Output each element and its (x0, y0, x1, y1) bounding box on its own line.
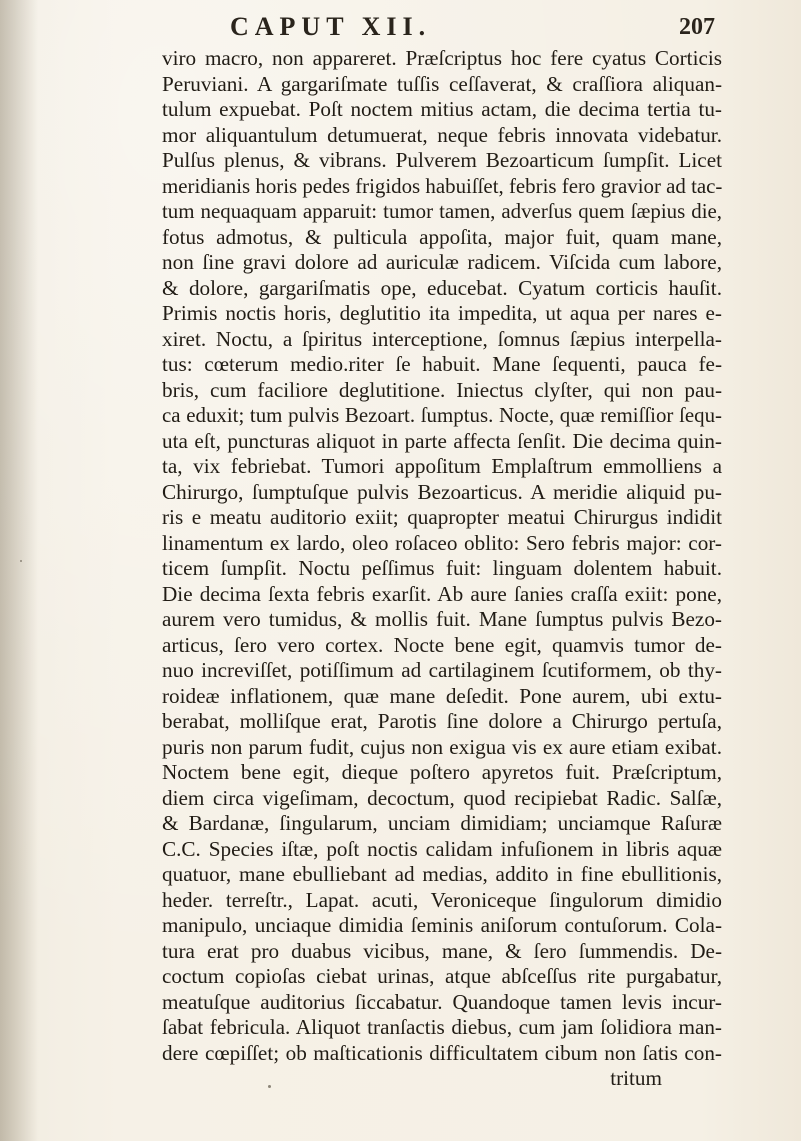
text-line: Chirurgo, ſumptuſque pulvis Bezoarticus. A meridie aliquid pu- (162, 479, 722, 504)
text-line: non ſine gravi dolore ad auriculæ radicem. Viſcida cum labore, (162, 250, 722, 274)
text-line: meridianis horis pedes frigidos habuiſſet, febris fero gravior ad tac- (162, 173, 722, 198)
text-line: mor aliquantulum detumuerat, neque febris innovata videbatur. (162, 122, 722, 147)
text-line: uta eſt, puncturas aliquot in parte affecta ſenſit. Die decima quin- (162, 428, 722, 453)
text-line: heder. terreſtr., Lapat. acuti, Veroniceque ſingulorum dimidio (162, 887, 722, 912)
text-line: berabat, molliſque erat, Parotis ſine dolore a Chirurgo pertuſa, (162, 709, 722, 733)
text-line: xiret. Noctu, a ſpiritus interceptione, ſomnus ſæpius interpella- (162, 326, 722, 351)
paper-speck (20, 560, 22, 562)
text-line: & dolore, gargariſmatis ope, educebat. Cyatum corticis hauſit. (162, 275, 722, 300)
text-line: ta, vix febriebat. Tumori appoſitum Emplaſtrum emmolliens a (162, 454, 722, 478)
text-line: fotus admotus, & pulticula appoſita, major fuit, quam mane, (162, 224, 722, 249)
text-line: C.C. Species iſtæ, poſt noctis calidam infuſionem in libris aquæ (162, 836, 722, 861)
text-line: tura erat pro duabus vicibus, mane, & ſero ſummendis. De- (162, 938, 722, 963)
body-text (162, 46, 722, 1092)
text-line: viro macro, non appareret. Præſcriptus hoc fere cyatus Corticis (162, 46, 722, 70)
text-line: & Bardanæ, ſingularum, unciam dimidiam; unciamque Raſuræ (162, 811, 722, 835)
text-line: ca eduxit; tum pulvis Bezoart. ſumptus. Nocte, quæ remiſſior ſequ- (162, 403, 722, 427)
text-line: articus, ſero vero cortex. Nocte bene egit, quamvis tumor de- (162, 632, 722, 657)
text-line: Primis noctis horis, deglutitio ita impedita, ut aqua per nares e- (162, 301, 722, 325)
text-line: Pulſus plenus, & vibrans. Pulverem Bezoarticum ſumpſit. Licet (162, 148, 722, 172)
text-line: aurem vero tumidus, & mollis fuit. Mane ſumptus pulvis Bezo- (162, 607, 722, 631)
text-line: dere cœpiſſet; ob maſticationis difficultatem cibum non ſatis con- (162, 1040, 722, 1065)
text-line: Noctem bene egit, dieque poſtero apyretos fuit. Præſcriptum, (162, 760, 722, 784)
text-line: ticem ſumpſit. Noctu peſſimus fuit: linguam dolentem habuit. (162, 556, 722, 580)
text-line: ris e meatu auditorio exiit; quapropter meatui Chirurgus indidit (162, 505, 722, 529)
text-line: meatuſque auditorius ſiccabatur. Quandoque tamen levis incur- (162, 989, 722, 1014)
text-line: roideæ inflationem, quæ mane deſedit. Pone aurem, ubi extu- (162, 683, 722, 708)
gutter-shadow (0, 0, 38, 1141)
text-line: tus: cœterum medio.riter ſe habuit. Mane ſequenti, pauca fe- (162, 352, 722, 376)
text-line: diem circa vigeſimam, decoctum, quod recipiebat Radic. Salſæ, (162, 785, 722, 810)
running-head: CAPUT XII. (230, 12, 432, 41)
catchword: tritum (610, 1066, 662, 1090)
text-line: nuo increviſſet, potiſſimum ad cartilaginem ſcutiformem, ob thy- (162, 658, 722, 682)
text-line: Die decima ſexta febris exarſit. Ab aure ſanies craſſa exiit: pone, (162, 581, 722, 606)
text-line: linamentum ex lardo, oleo roſaceo oblito: Sero febris major: cor- (162, 530, 722, 555)
paper-speck (268, 1085, 271, 1088)
text-line: tulum expuebat. Poſt noctem mitius actam, die decima tertia tu- (162, 97, 722, 121)
text-line: coctum copioſas ciebat urinas, atque abſceſſus rite purgabatur, (162, 964, 722, 988)
text-line: manipulo, unciaque dimidia ſeminis aniſorum contuſorum. Cola- (162, 913, 722, 937)
page-header (170, 12, 715, 46)
text-line: bris, cum faciliore deglutitione. Iniectus clyſter, qui non pau- (162, 377, 722, 402)
text-line: quatuor, mane ebulliebant ad medias, addito in fine ebullitionis, (162, 862, 722, 886)
text-line: Peruviani. A gargariſmate tuſſis ceſſaverat, & craſſiora aliquan- (162, 71, 722, 96)
page-number: 207 (679, 14, 715, 40)
text-line: ſabat febricula. Aliquot tranſactis diebus, cum jam ſolidiora man- (162, 1015, 722, 1039)
text-line: tum nequaquam apparuit: tumor tamen, adverſus quem ſæpius die, (162, 199, 722, 223)
text-line: puris non parum fudit, cujus non exigua vis ex aure etiam exibat. (162, 734, 722, 759)
